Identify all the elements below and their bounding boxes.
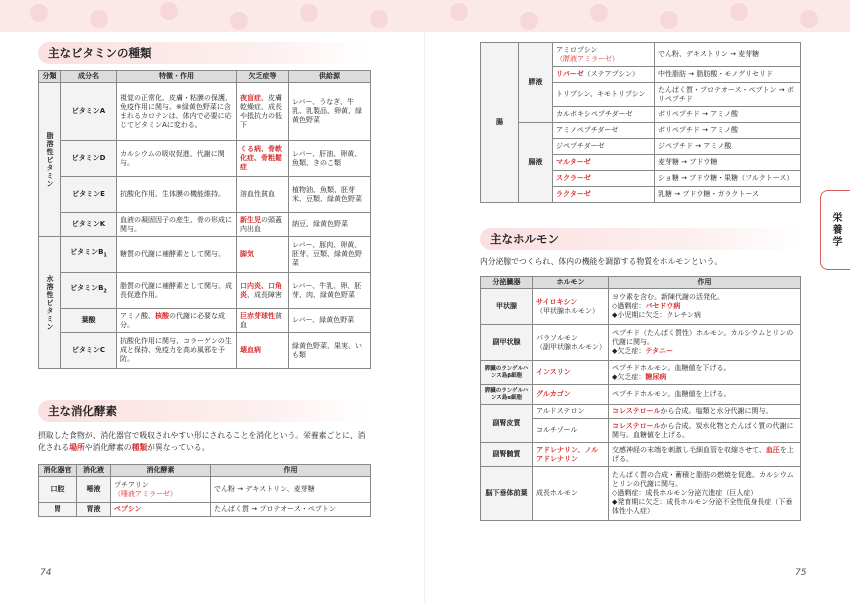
- enzyme-name: アミロプシン （膵液アミラーゼ）: [553, 43, 655, 67]
- digest-enzyme: プチアリン （唾液アミラーゼ）: [111, 477, 211, 503]
- hormone-section-title: 主なホルモン: [480, 228, 800, 250]
- vitamin-name: ビタミンC: [61, 333, 117, 369]
- hormone-name: コルチゾール: [533, 419, 609, 443]
- hormone-organ: 脳下垂体前葉: [481, 467, 533, 521]
- flower-pattern: [590, 4, 608, 22]
- header-cell: 特徴・作用: [117, 71, 237, 83]
- header-cell: 消化液: [77, 465, 111, 477]
- vitamin-deficiency: 夜盲症、皮膚乾燥症、成長や抵抗力の低下: [237, 83, 289, 141]
- table-row: [39, 177, 371, 213]
- hormone-organ: 副甲状腺: [481, 325, 533, 361]
- header-cell: 消化器官: [39, 465, 77, 477]
- table-row: [481, 325, 801, 361]
- enzyme-name: マルターゼ: [553, 155, 655, 171]
- header-cell: 作用: [211, 465, 371, 477]
- hormone-action: ペプチド（たんぱく質性）ホルモン。カルシウムとリンの代謝に関与。 ◆欠乏症：テタニー: [609, 325, 801, 361]
- vitamin-deficiency: 壊血病: [237, 333, 289, 369]
- hormone-name: サイロキシン （甲状腺ホルモン）: [533, 289, 609, 325]
- table-row: [39, 477, 371, 503]
- vitamin-source: 納豆、緑黄色野菜: [289, 213, 371, 237]
- digest-table: [38, 464, 371, 517]
- table-row: [481, 467, 801, 521]
- vitamin-source: レバー、うなぎ、牛乳、乳製品、卵黄、緑黄色野菜: [289, 83, 371, 141]
- flower-pattern: [30, 4, 48, 22]
- table-row: [481, 443, 801, 467]
- vitamin-deficiency: 新生児の頭蓋内出血: [237, 213, 289, 237]
- flower-pattern: [90, 10, 108, 28]
- vitamin-name: ビタミン$B_2$: [61, 273, 117, 309]
- hormone-action: たんぱく質の合成・蓄積と脂肪の燃焼を促進。カルシウムとリンの代謝に関与。 ◇過剰症：成長ホルモン分泌亢進症（巨人症） ◆発育期に欠乏：成長ホルモン分泌不全性低身長症（下垂体性小人症）: [609, 467, 801, 521]
- hormone-name: アドレナリン、ノルアドレナリン: [533, 443, 609, 467]
- table-row: [39, 237, 371, 273]
- table-row: [481, 361, 801, 385]
- enzyme-action: ポリペプチド → アミノ酸: [655, 107, 801, 123]
- table-row: [39, 141, 371, 177]
- enzyme-name: リパーゼ（ステアプシン）: [553, 67, 655, 83]
- enzyme-name: カルボキシペプチダーゼ: [553, 107, 655, 123]
- enzyme-action: ポリペプチド → アミノ酸: [655, 123, 801, 139]
- page-number-left: 74: [40, 568, 52, 578]
- hormone-action: 交感神経の末端を刺激し毛細血管を収縮させて、血圧を上げる。: [609, 443, 801, 467]
- hormone-action: ペプチドホルモン。血糖値を下げる。 ◆欠乏症：糖尿病: [609, 361, 801, 385]
- water-soluble-category: 水溶性ビタミン: [39, 237, 61, 369]
- vitamin-feature: 脂質の代謝に補酵素として関与。成長促進作用。: [117, 273, 237, 309]
- hormone-organ: 副腎皮質: [481, 405, 533, 443]
- vitamin-feature: 視覚の正常化、皮膚・粘膜の保護、免疫作用に関与。※緑黄色野菜に含まれるカロテンは、体内で必要に応じてビタミンAに変わる。: [117, 83, 237, 141]
- chapter-side-tab: 栄養学: [820, 190, 850, 270]
- table-row: [39, 213, 371, 237]
- table-row: [39, 273, 371, 309]
- table-row: [39, 333, 371, 369]
- flower-pattern: [520, 12, 538, 30]
- enzyme-action: 麦芽糖 → ブドウ糖: [655, 155, 801, 171]
- vitamin-source: 植物油、魚類、胚芽米、豆類、緑黄色野菜: [289, 177, 371, 213]
- hormone-intro: 内分泌腺でつくられ、体内の機能を調節する物質をホルモンという。: [480, 257, 723, 266]
- vitamin-deficiency: 口内炎、口角炎、成長障害: [237, 273, 289, 309]
- digest-fluid: 胃液: [77, 503, 111, 517]
- vitamin-source: レバー、牛乳、卵、胚芽、肉、緑黄色野菜: [289, 273, 371, 309]
- vitamin-feature: アミノ酸、核酸の代謝に必要な成分。: [117, 309, 237, 333]
- enzyme-name: トリプシン、キモトリプシン: [553, 83, 655, 107]
- hormone-action: コレステロールから合成。塩類と水分代謝に関与。: [609, 405, 801, 419]
- vitamin-deficiency: 脚気: [237, 237, 289, 273]
- digest-fluid: 唾液: [77, 477, 111, 503]
- hormone-name: パラソルモン （副甲状腺ホルモン）: [533, 325, 609, 361]
- vitamin-table: [38, 70, 371, 369]
- digest-organ: 胃: [39, 503, 77, 517]
- hormone-action: コレステロールから合成。炭水化物とたんぱく質の代謝に関与。血糖値を上げる。: [609, 419, 801, 443]
- digest-action: たんぱく質 → プロテオース・ペプトン: [211, 503, 371, 517]
- header-cell: 成分名: [61, 71, 117, 83]
- table-row: [481, 43, 801, 67]
- digest-organ: 口腔: [39, 477, 77, 503]
- page-gutter: [424, 32, 425, 602]
- table-row: [39, 83, 371, 141]
- hormone-action: ヨウ素を含む。新陳代謝の活発化。 ◇過剰症：バセドウ病 ◆小児期に欠乏：クレチン病: [609, 289, 801, 325]
- table-row: [481, 385, 801, 405]
- enzyme-action: 中性脂肪 → 脂肪酸・モノグリセリド: [655, 67, 801, 83]
- table-row: [481, 289, 801, 325]
- flower-pattern: [450, 3, 468, 21]
- header-cell: 供給源: [289, 71, 371, 83]
- vitamin-name: ビタミンA: [61, 83, 117, 141]
- hormone-name: インスリン: [533, 361, 609, 385]
- digest-intro: 摂取した食物が、消化器官で吸収されやすい形にされることを消化という。栄養素ごとに、消化される場所や消化酵素の種類が異なっている。: [38, 431, 366, 452]
- pancreatic-juice-label: 膵液: [519, 43, 553, 123]
- hormone-organ: 膵臓のランゲルハンス島α細胞: [481, 385, 533, 405]
- enzyme-action: ジペプチド → アミノ酸: [655, 139, 801, 155]
- vitamin-feature: カルシウムの吸収促進、代謝に関与。: [117, 141, 237, 177]
- enzyme-action: ショ糖 → ブドウ糖・果糖（フルクトース）: [655, 171, 801, 187]
- vitamin-source: レバー、肝油、卵黄、魚類、きのこ類: [289, 141, 371, 177]
- hormone-action: ペプチドホルモン。血糖値を上げる。: [609, 385, 801, 405]
- enzyme-name: ジペプチダーゼ: [553, 139, 655, 155]
- flower-pattern: [300, 4, 318, 22]
- vitamin-feature: 血液の凝固因子の産生、骨の形成に関与。: [117, 213, 237, 237]
- flower-pattern: [800, 10, 818, 28]
- vitamin-deficiency: 巨赤芽球性貧血: [237, 309, 289, 333]
- hormone-organ: 膵臓のランゲルハンス島β細胞: [481, 361, 533, 385]
- hormone-name: アルドステロン: [533, 405, 609, 419]
- hormone-organ: 甲状腺: [481, 289, 533, 325]
- hormone-name: 成長ホルモン: [533, 467, 609, 521]
- flower-pattern: [160, 2, 178, 20]
- header-cell: 分類: [39, 71, 61, 83]
- vitamin-name: ビタミン$B_1$: [61, 237, 117, 273]
- digest-action: でん粉 → デキストリン、麦芽糖: [211, 477, 371, 503]
- page-number-right: 75: [795, 568, 807, 578]
- vitamin-name: 葉酸: [61, 309, 117, 333]
- intestinal-juice-label: 腸液: [519, 123, 553, 203]
- hormone-table: [480, 276, 801, 521]
- fat-soluble-category: 脂溶性ビタミン: [39, 83, 61, 237]
- hormone-organ: 副腎髄質: [481, 443, 533, 467]
- digest-enzyme: ペプシン: [111, 503, 211, 517]
- header-cell: 分泌臓器: [481, 277, 533, 289]
- intestine-enzyme-table: [480, 42, 801, 203]
- vitamin-feature: 抗酸化作用、生体膜の機能維持。: [117, 177, 237, 213]
- vitamin-table-header: [39, 71, 371, 83]
- enzyme-name: スクラーゼ: [553, 171, 655, 187]
- header-cell: ホルモン: [533, 277, 609, 289]
- vitamin-feature: 抗酸化作用に関与、コラーゲンの生成と保持、免疫力を高め風邪を予防。: [117, 333, 237, 369]
- digest-table-header: [39, 465, 371, 477]
- flower-pattern: [230, 12, 248, 30]
- enzyme-name: アミノペプチダーゼ: [553, 123, 655, 139]
- hormone-name: グルカゴン: [533, 385, 609, 405]
- enzyme-name: ラクターゼ: [553, 187, 655, 203]
- table-row: [39, 503, 371, 517]
- vitamin-feature: 糖質の代謝に補酵素として関与。: [117, 237, 237, 273]
- table-row: [481, 123, 801, 139]
- enzyme-action: たんぱく質・プロテオース・ペプトン → ポリペプチド: [655, 83, 801, 107]
- header-cell: 作用: [609, 277, 801, 289]
- enzyme-action: でん粉、デキストリン → 麦芽糖: [655, 43, 801, 67]
- vitamin-name: ビタミンE: [61, 177, 117, 213]
- vitamin-source: 緑黄色野菜、果実、いも類: [289, 333, 371, 369]
- vitamin-deficiency: 溶血性貧血: [237, 177, 289, 213]
- flower-pattern: [370, 10, 388, 28]
- flower-pattern: [730, 3, 748, 21]
- vitamin-source: レバー、豚肉、卵黄、胚芽、豆類、緑黄色野菜: [289, 237, 371, 273]
- digest-section-title: 主な消化酵素: [38, 400, 368, 422]
- vitamin-name: ビタミンK: [61, 213, 117, 237]
- vitamin-source: レバー、緑黄色野菜: [289, 309, 371, 333]
- enzyme-action: 乳糖 → ブドウ糖・ガラクトース: [655, 187, 801, 203]
- table-row: [39, 309, 371, 333]
- vitamin-deficiency: くる病、骨軟化症、骨粗鬆症: [237, 141, 289, 177]
- top-decorative-band: [0, 0, 850, 32]
- vitamin-name: ビタミンD: [61, 141, 117, 177]
- table-row: [481, 405, 801, 419]
- flower-pattern: [660, 11, 678, 29]
- intestine-label: 腸: [481, 43, 519, 203]
- vitamin-section-title: 主なビタミンの種類: [38, 42, 368, 64]
- header-cell: 消化酵素: [111, 465, 211, 477]
- hormone-table-header: [481, 277, 801, 289]
- header-cell: 欠乏症等: [237, 71, 289, 83]
